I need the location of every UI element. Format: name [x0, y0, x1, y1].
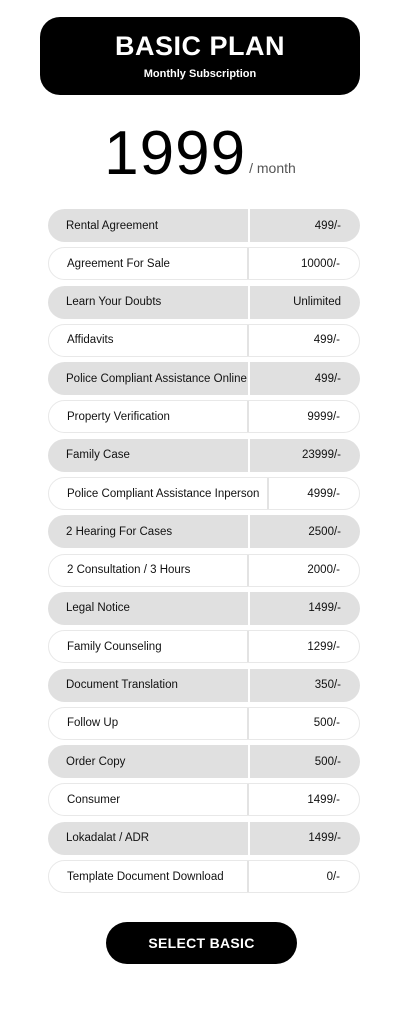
feature-row [48, 400, 360, 433]
feature-list [48, 209, 360, 898]
feature-price: 1499/- [308, 602, 341, 615]
feature-row [48, 439, 360, 472]
feature-price: 499/- [314, 372, 341, 385]
feature-price: 500/- [314, 755, 341, 768]
feature-price: 23999/- [301, 449, 341, 462]
feature-label: Template Document Download [67, 870, 224, 883]
feature-row [48, 707, 360, 740]
feature-row [48, 860, 360, 893]
feature-label: Consumer [67, 793, 121, 806]
plan-header [40, 17, 360, 95]
feature-label: Learn Your Doubts [66, 296, 162, 309]
plan-subtitle: Monthly Subscription [143, 68, 257, 80]
feature-row [48, 745, 360, 778]
feature-price: Unlimited [293, 296, 341, 309]
feature-label: Document Translation [66, 679, 178, 692]
price-period: / month [249, 160, 296, 176]
feature-row [48, 362, 360, 395]
feature-price: 500/- [313, 717, 340, 730]
feature-label: Property Verification [67, 410, 170, 423]
feature-label: 2 Consultation / 3 Hours [67, 564, 191, 577]
feature-row [48, 477, 360, 510]
feature-price: 1499/- [308, 832, 341, 845]
feature-row [48, 515, 360, 548]
feature-row [48, 209, 360, 242]
feature-price: 2000/- [307, 564, 340, 577]
feature-price: 350/- [314, 679, 341, 692]
feature-label: Family Counseling [67, 640, 162, 653]
feature-price: 4999/- [307, 487, 340, 500]
feature-row [48, 247, 360, 280]
feature-label: Agreement For Sale [67, 257, 170, 270]
feature-row [48, 669, 360, 702]
feature-price: 499/- [314, 219, 341, 232]
feature-row [48, 630, 360, 663]
select-basic-button[interactable]: SELECT BASIC [106, 922, 297, 964]
feature-price: 10000/- [300, 257, 340, 270]
feature-label: Order Copy [66, 755, 126, 768]
feature-label: Follow Up [67, 717, 119, 730]
feature-label: Police Compliant Assistance Inperson [67, 487, 260, 500]
feature-label: Rental Agreement [66, 219, 159, 232]
feature-label: Lokadalat / ADR [66, 832, 150, 845]
feature-row [48, 324, 360, 357]
feature-price: 2500/- [308, 525, 341, 538]
feature-price: 0/- [326, 870, 340, 883]
feature-label: Police Compliant Assistance Online [66, 372, 247, 385]
feature-label: Legal Notice [66, 602, 130, 615]
feature-label: 2 Hearing For Cases [66, 525, 173, 538]
feature-price: 1299/- [307, 640, 340, 653]
feature-price: 9999/- [307, 410, 340, 423]
plan-title: BASIC PLAN [114, 31, 285, 61]
feature-row [48, 592, 360, 625]
feature-row [48, 554, 360, 587]
feature-row [48, 286, 360, 319]
feature-price: 1499/- [307, 793, 340, 806]
feature-label: Family Case [66, 449, 130, 462]
plan-price [0, 112, 400, 192]
feature-label: Affidavits [67, 334, 114, 347]
feature-row [48, 783, 360, 816]
price-amount: 1999 [104, 119, 247, 188]
feature-row [48, 822, 360, 855]
feature-price: 499/- [313, 334, 340, 347]
